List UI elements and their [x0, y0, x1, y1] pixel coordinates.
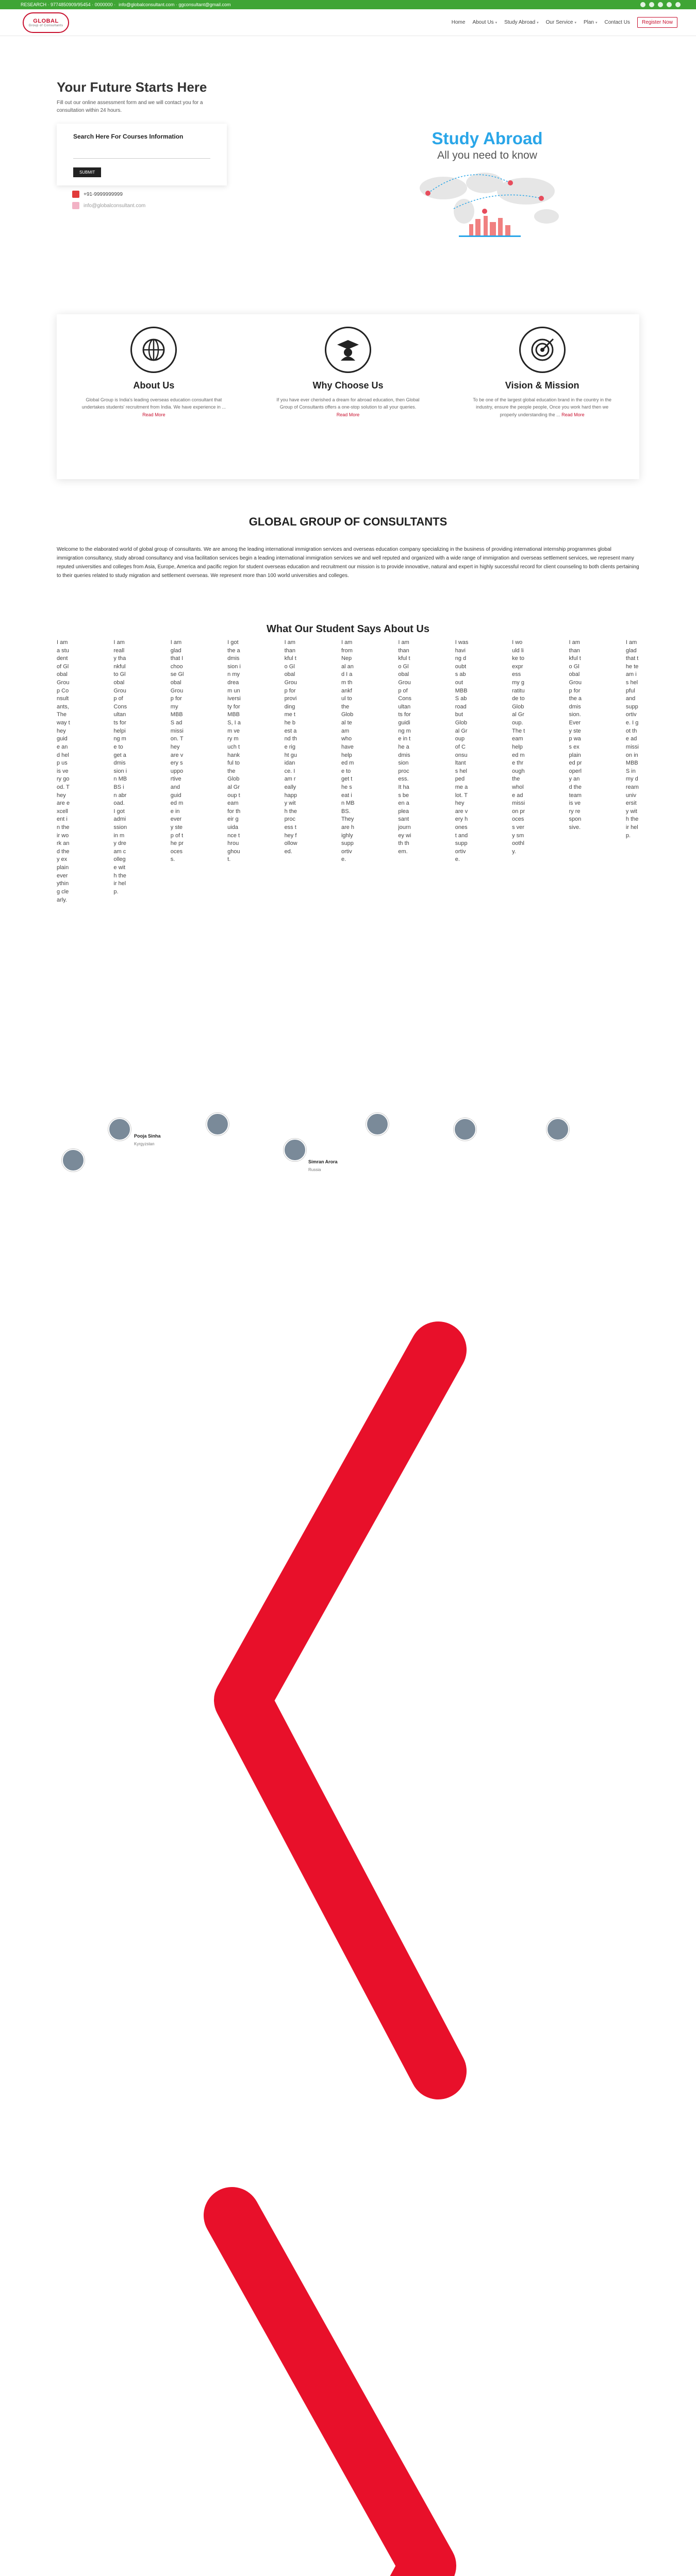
- card-text-body: To be one of the largest global education brand in the country in the industry, ensure the people people, Once you work hard then we properly understanding the ...: [473, 397, 611, 417]
- author-role: Kyrgyzstan: [134, 1142, 155, 1146]
- hero-email[interactable]: [72, 202, 145, 209]
- author-role: Russia: [308, 1167, 321, 1172]
- testimonial-text: I am from Nepal and I am thankful to the Global team who have helped me to get the seat in MBBS. They are highly supportive.: [341, 639, 355, 863]
- intro-text: Welcome to the elaborated world of global group of consultants. We are among the leading international immigration services and overseas education company specializing in the business of providing international internship programmes global immigration consultancy, study abroad consultancy and visa facilitation services begin a leading international immigration services we and well reputed and organized with a wide range of immigration and overseas settlement services, we represent many reputed universities and colleges from Asia, Europe, America and pacific region for student overseas education and recruitment our mission is to provide innovative, natural and expert in highly successful record for client counseling to both clients pertaining to their queries related to study migration and settlement overseas. We represent more than 100 world universities and colleges.: [57, 547, 639, 579]
- avatar: [284, 1139, 306, 1161]
- carousel-chevrons: [201, 1309, 469, 2576]
- testimonial-text: I am a student of Global Group Consultants, The way they guide and help us is very good. They are excellent in their work and they explain everything clearly.: [57, 639, 70, 903]
- testimonial-text: I am really thankful to Global Group of Consultants for helping me to get admission in MBBS in abroad. I got admission in my dream college with their help.: [113, 639, 127, 895]
- course-search-form: [57, 124, 227, 185]
- card-title: About Us: [133, 380, 175, 391]
- submit-button[interactable]: SUBMIT: [73, 167, 101, 177]
- chevron-down-icon: ▾: [595, 21, 598, 25]
- nav-plan-label: Plan: [583, 20, 594, 25]
- card-title: Vision & Mission: [505, 380, 579, 391]
- testimonial-text: I am glad that I choose Global Group for my MBBS admission. They are very supportive and guided me in every step of the process.: [170, 639, 184, 863]
- read-more-link[interactable]: Read More: [561, 412, 585, 417]
- world-map-illustration: [407, 162, 572, 240]
- chevron-down-icon: ▾: [495, 21, 498, 25]
- card-text: [271, 396, 425, 418]
- logo-text: GLOBAL: [33, 18, 59, 24]
- nav-contact-label: Contact Us: [604, 20, 630, 25]
- read-more-link[interactable]: Read More: [142, 412, 165, 417]
- avatar: [62, 1149, 85, 1172]
- avatar: [108, 1118, 131, 1141]
- chevron-right-icon[interactable]: [232, 2215, 428, 2576]
- hero-title: Your Future Starts Here: [57, 79, 207, 95]
- twitter-icon[interactable]: [649, 2, 654, 7]
- hero-subtitle: Fill out our online assessment form and we will contact you for a consultation within 24 hours.: [57, 100, 203, 113]
- youtube-icon[interactable]: [658, 2, 663, 7]
- avatar: [366, 1113, 389, 1136]
- card-why-choose-us: [271, 327, 425, 479]
- chevron-down-icon: ▾: [574, 21, 576, 25]
- nav-about[interactable]: [472, 20, 497, 25]
- main-nav: [452, 17, 677, 28]
- phone-icon: [72, 191, 79, 198]
- target-icon: [519, 327, 566, 373]
- study-abroad-promo: [405, 129, 570, 162]
- logo-subtext: Group of Consultants: [28, 24, 63, 27]
- nav-home-label: Home: [451, 20, 466, 25]
- top-socials: [640, 2, 681, 7]
- site-logo[interactable]: [23, 12, 69, 33]
- graduate-icon: [325, 327, 371, 373]
- nav-study-label: Study Abroad: [504, 20, 536, 25]
- testimonial-text: I was having doubts about MBBS abroad but Global Group of Consultants helped me a lot. They are very honest and supportive.: [455, 639, 469, 863]
- nav-study-abroad[interactable]: [504, 20, 539, 25]
- nav-our-service[interactable]: [546, 20, 576, 25]
- avatar: [546, 1118, 569, 1141]
- read-more-link[interactable]: Read More: [336, 412, 360, 417]
- testimonial-text: I am glad that the team is helpful and supportive. I got the admission in MBBS in my dream university with their help.: [625, 639, 639, 839]
- hero-section: [0, 36, 696, 209]
- testimonial-text: I got the admission in my dream university for MBBS, I am very much thankful to the Global Group team for their guidance throughout.: [227, 639, 241, 863]
- top-email[interactable]: info@globalconsultant.com · ggconsultant@gmail.com: [119, 2, 231, 7]
- facebook-icon[interactable]: [640, 2, 645, 7]
- linkedin-icon[interactable]: [675, 2, 681, 7]
- card-text: [76, 396, 231, 418]
- testimonial-text: I would like to express my gratitude to Global Group. The team helped me through the whole admission process very smoothly.: [512, 639, 525, 855]
- nav-home[interactable]: [452, 20, 466, 25]
- nav-contact[interactable]: [605, 20, 630, 25]
- testimonial-text: I am thankful to Global Group for the admission. Every step was explained properly and the team is very responsive.: [569, 639, 582, 831]
- hero-email-text: info@globalconsultant.com: [84, 202, 146, 209]
- nav-service-label: Our Service: [545, 20, 573, 25]
- nav-plan[interactable]: [584, 20, 598, 25]
- course-search-input[interactable]: [73, 147, 210, 159]
- promo-subtitle: All you need to know: [437, 149, 537, 161]
- card-title: Why Choose Us: [312, 380, 384, 391]
- testimonial-text: I am thankful to Global Group for providing me the best and the right guidance. I am really happy with the process they followed.: [284, 639, 297, 855]
- intro-title: GLOBAL GROUP OF CONSULTANTS: [248, 515, 448, 528]
- card-about-us: [76, 327, 231, 479]
- card-vision-mission: [465, 327, 620, 479]
- top-phone[interactable]: RESEARCH · 9774850909/95454 · 0000000 ·: [21, 2, 116, 7]
- card-text: [465, 396, 620, 418]
- testimonial-authors: [62, 1108, 629, 1242]
- card-text-body: If you have ever cherished a dream for abroad education, then Global Group of Consultants offers a one-stop solution to all your queries.: [276, 397, 420, 410]
- testimonial-text: I am thankful to Global Group of Consultants for guiding me in the admission process. It has been a pleasant journey with them.: [398, 639, 412, 855]
- register-button[interactable]: Register Now: [637, 17, 677, 28]
- form-title: Search Here For Courses Information: [73, 133, 184, 140]
- chevron-down-icon: ▾: [537, 21, 539, 25]
- avatar: [454, 1118, 476, 1141]
- hero-phone[interactable]: [72, 191, 123, 198]
- globe-icon: [130, 327, 177, 373]
- promo-title: Study Abroad: [432, 129, 543, 148]
- info-cards: [57, 314, 639, 479]
- chevron-left-icon[interactable]: [242, 1350, 438, 2071]
- author-name: Simran Arora: [308, 1159, 338, 1164]
- testimonials-title: What Our Student Says About Us: [267, 623, 429, 635]
- author-name: Pooja Sinha: [134, 1133, 161, 1139]
- hero-phone-text: +91-9999999999: [84, 191, 123, 197]
- card-text-body: Global Group is India's leading overseas education consultant that undertakes students' recruitment from India. We have experience in ...: [81, 397, 226, 410]
- avatar: [206, 1113, 229, 1136]
- site-header: [0, 9, 696, 36]
- nav-about-label: About Us: [472, 20, 494, 25]
- top-contact: [21, 2, 231, 7]
- instagram-icon[interactable]: [667, 2, 672, 7]
- mail-icon: [72, 202, 79, 209]
- top-bar: [0, 0, 696, 9]
